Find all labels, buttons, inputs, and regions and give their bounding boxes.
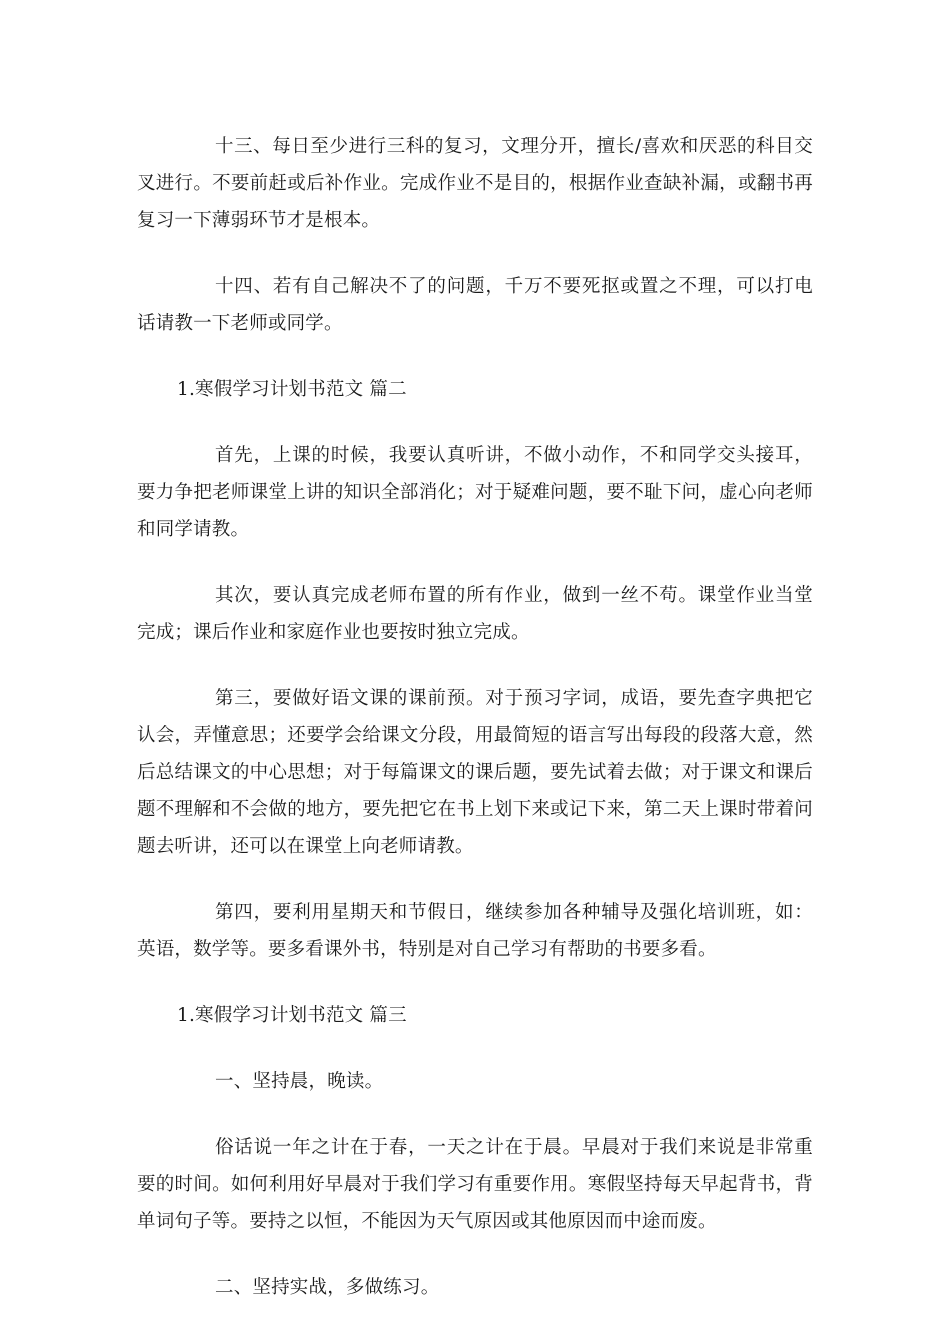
paragraph-morning: 俗话说一年之计在于春，一天之计在于晨。早晨对于我们来说是非常重要的时间。如何利用好早晨对于我们学习有重要作用。寒假坚持每天早起背书，背单词句子等。要持之以恒，不能因为天气原因或其他原因而中途而废。 — [137, 1137, 813, 1232]
paragraph-item-one: 一、坚持晨，晚读。 — [215, 1071, 384, 1092]
document-page — [137, 128, 813, 1335]
section-heading-3: 1.寒假学习计划书范文 篇三 — [177, 1005, 407, 1026]
paragraph-fourth: 第四，要利用星期天和节假日，继续参加各种辅导及强化培训班，如：英语，数学等。要多看课外书，特别是对自己学习有帮助的书要多看。 — [137, 902, 813, 960]
paragraph-first: 首先，上课的时候，我要认真听讲，不做小动作，不和同学交头接耳，要力争把老师课堂上讲的知识全部消化；对于疑难问题，要不耻下问，虚心向老师和同学请教。 — [137, 445, 813, 540]
paragraph-13: 十三、每日至少进行三科的复习，文理分开，擅长/喜欢和厌恶的科目交叉进行。不要前赶或后补作业。完成作业不是目的，根据作业查缺补漏，或翻书再复习一下薄弱环节才是根本。 — [137, 136, 813, 231]
paragraph-14: 十四、若有自己解决不了的问题，千万不要死抠或置之不理，可以打电话请教一下老师或同学。 — [137, 276, 813, 334]
paragraph-item-two: 二、坚持实战，多做练习。 — [215, 1277, 440, 1298]
paragraph-third: 第三，要做好语文课的课前预。对于预习字词，成语，要先查字典把它认会，弄懂意思；还要学会给课文分段，用最简短的语言写出每段的段落大意，然后总结课文的中心思想；对于每篇课文的课后题，要先试着去做；对于课文和课后题不理解和不会做的地方，要先把它在书上划下来或记下来，第二天上课时带着问题去听讲，还可以在课堂上向老师请教。 — [137, 688, 813, 857]
paragraph-second: 其次，要认真完成老师布置的所有作业，做到一丝不苟。课堂作业当堂完成；课后作业和家庭作业也要按时独立完成。 — [137, 585, 813, 643]
section-heading-2: 1.寒假学习计划书范文 篇二 — [177, 379, 407, 400]
